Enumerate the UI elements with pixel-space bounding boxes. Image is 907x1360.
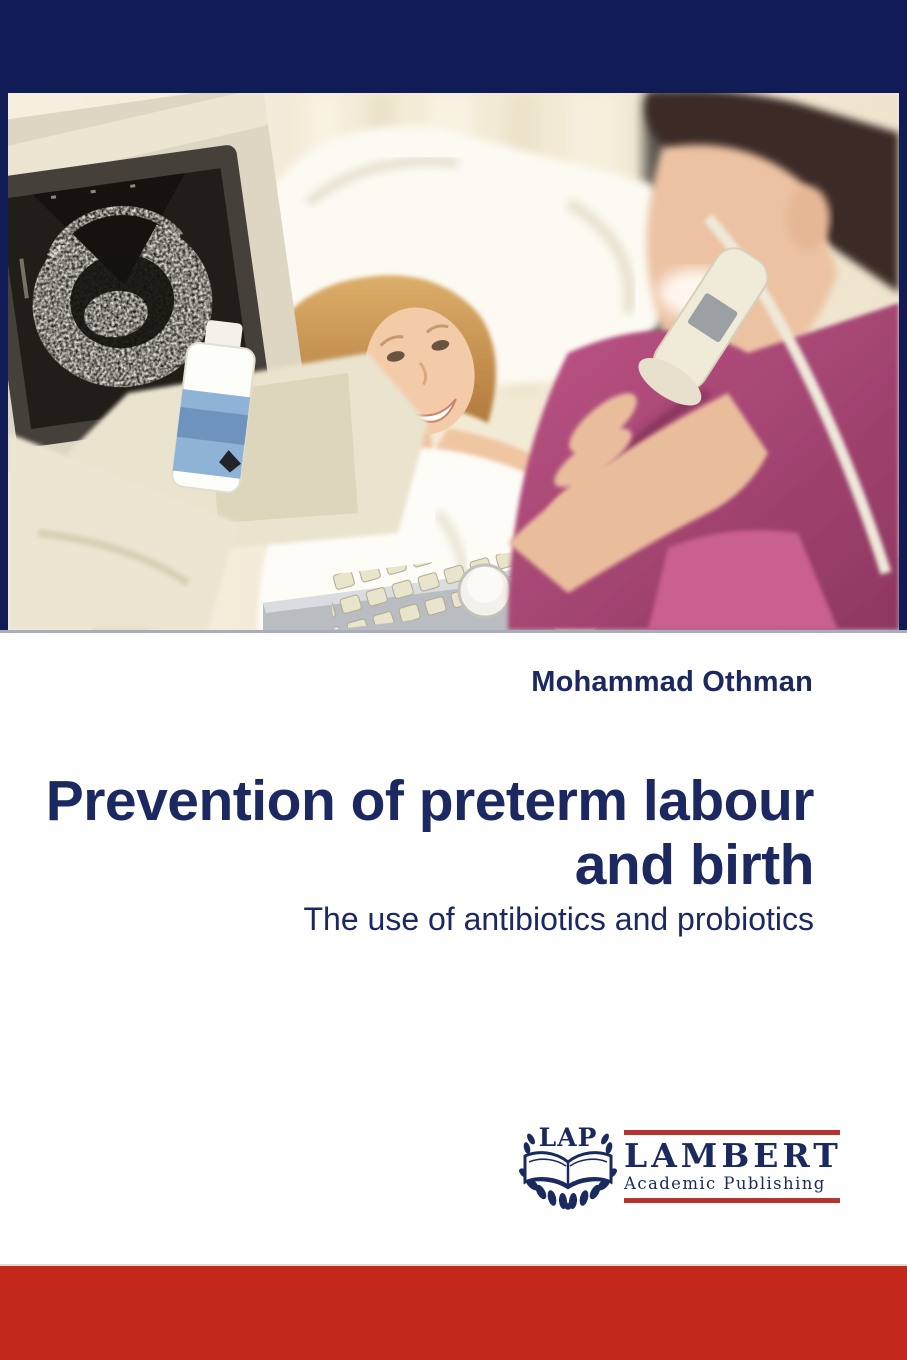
sonographer-ear [786,186,830,250]
bottom-red-band [0,1266,907,1360]
book-subtitle: The use of antibiotics and probiotics [303,901,814,937]
publisher-logo [516,1122,840,1210]
ultrasound-scene-illustration [8,93,899,630]
logo-top-rule [624,1130,840,1135]
author-name: Mohammad Othman [531,666,813,698]
publisher-wordmark [624,1130,840,1203]
publisher-tagline: Academic Publishing [624,1173,826,1193]
book-title-line-1: Prevention of preterm labour [45,769,814,833]
top-navy-band [0,0,907,93]
book-title [0,769,814,897]
book-title-line-2: and birth [574,833,814,897]
cover-photo [0,93,907,633]
lap-emblem-icon [516,1122,620,1210]
logo-bottom-rule [624,1198,840,1203]
open-book-icon [525,1153,611,1188]
lap-emblem-text: LAP [538,1123,598,1152]
publisher-name: LAMBERT [624,1135,842,1175]
control-knob-small [459,565,511,617]
